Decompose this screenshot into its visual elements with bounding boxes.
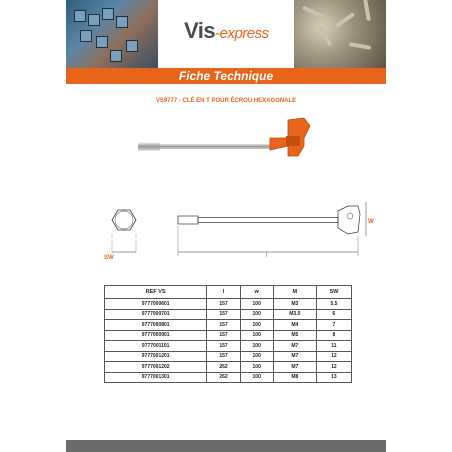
spec-header-row bbox=[105, 286, 352, 299]
cell-sw: 7 bbox=[316, 320, 351, 331]
cell-w: 100 bbox=[240, 372, 273, 383]
cell-sw: 13 bbox=[316, 372, 351, 383]
col-w: w bbox=[240, 286, 273, 299]
cell-m: M7 bbox=[273, 341, 316, 352]
cell-m: M7 bbox=[273, 351, 316, 362]
cell-ref: 9777000901 bbox=[105, 330, 207, 341]
cell-ref: 9777000801 bbox=[105, 320, 207, 331]
cell-w: 100 bbox=[240, 341, 273, 352]
technical-sheet bbox=[66, 0, 386, 452]
section-title-bar bbox=[66, 68, 386, 84]
cell-l: 262 bbox=[207, 372, 240, 383]
cell-l: 157 bbox=[207, 341, 240, 352]
sw-label: SW bbox=[104, 255, 114, 261]
screws-photo bbox=[294, 0, 386, 68]
cell-sw: 12 bbox=[316, 362, 351, 373]
table-row bbox=[105, 362, 352, 373]
cell-ref: 9777001101 bbox=[105, 341, 207, 352]
cell-w: 100 bbox=[240, 309, 273, 320]
cell-w: 100 bbox=[240, 299, 273, 310]
cell-l: 157 bbox=[207, 309, 240, 320]
cell-m: M3.5 bbox=[273, 309, 316, 320]
t-wrench-photo bbox=[138, 116, 316, 180]
cell-w: 100 bbox=[240, 362, 273, 373]
l-label: l bbox=[266, 253, 268, 259]
table-row bbox=[105, 320, 352, 331]
dimension-drawing bbox=[96, 196, 374, 268]
col-l: l bbox=[207, 286, 240, 299]
cell-m: M8 bbox=[273, 372, 316, 383]
table-row bbox=[105, 330, 352, 341]
col-sw: SW bbox=[316, 286, 351, 299]
section-title: Fiche Technique bbox=[178, 69, 274, 83]
workshop-photo bbox=[66, 0, 158, 68]
cell-l: 157 bbox=[207, 320, 240, 331]
product-title: VS9777 - CLÉ EN T POUR ÉCROU HEXAGONALE bbox=[155, 98, 297, 104]
cell-ref: 9777000601 bbox=[105, 299, 207, 310]
cell-ref: 9777000701 bbox=[105, 309, 207, 320]
cell-l: 262 bbox=[207, 362, 240, 373]
w-label: W bbox=[368, 219, 374, 225]
footer-bar bbox=[66, 440, 386, 452]
cell-m: M3 bbox=[273, 299, 316, 310]
spec-table bbox=[104, 285, 352, 383]
table-row bbox=[105, 299, 352, 310]
cell-m: M7 bbox=[273, 362, 316, 373]
cell-w: 100 bbox=[240, 330, 273, 341]
col-m: M bbox=[273, 286, 316, 299]
cell-sw: 8 bbox=[316, 330, 351, 341]
brand-logo: Vis-express bbox=[184, 18, 269, 43]
cell-sw: 11 bbox=[316, 341, 351, 352]
cell-sw: 6 bbox=[316, 309, 351, 320]
cell-sw: 12 bbox=[316, 351, 351, 362]
cell-ref: 9777001202 bbox=[105, 362, 207, 373]
cell-l: 157 bbox=[207, 330, 240, 341]
cell-l: 157 bbox=[207, 351, 240, 362]
cell-w: 100 bbox=[240, 351, 273, 362]
cell-m: M5 bbox=[273, 330, 316, 341]
table-row bbox=[105, 351, 352, 362]
cell-w: 100 bbox=[240, 320, 273, 331]
cell-l: 157 bbox=[207, 299, 240, 310]
header-banner bbox=[66, 0, 386, 68]
cell-sw: 5.5 bbox=[316, 299, 351, 310]
col-ref: REF VS bbox=[105, 286, 207, 299]
cell-ref: 9777001301 bbox=[105, 372, 207, 383]
cell-ref: 9777001201 bbox=[105, 351, 207, 362]
table-row bbox=[105, 309, 352, 320]
table-row bbox=[105, 372, 352, 383]
table-row bbox=[105, 341, 352, 352]
cell-m: M4 bbox=[273, 320, 316, 331]
